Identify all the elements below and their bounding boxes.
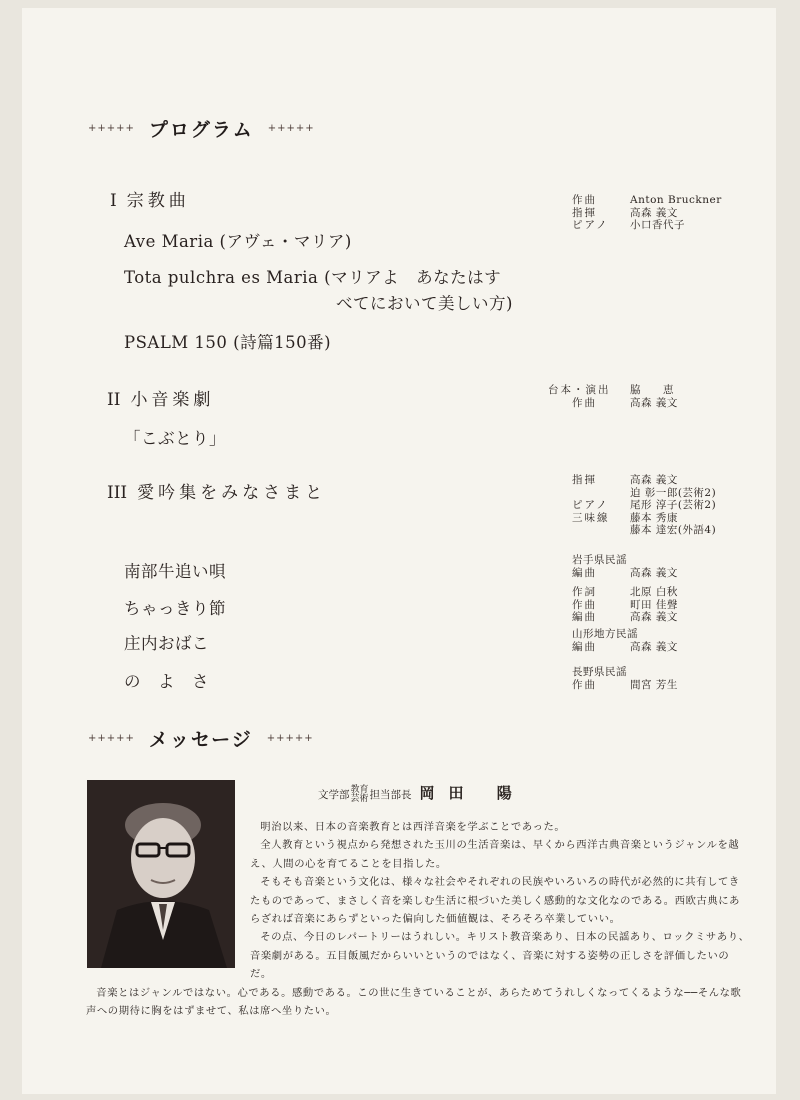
work-psalm-150: PSALM 150 (詩篇150番) [124, 333, 332, 352]
work-ave-maria: Ave Maria (アヴェ・マリア) [124, 232, 352, 251]
message-heading [88, 725, 314, 752]
portrait-illustration [87, 780, 235, 968]
author-name: 岡田 陽 [419, 784, 526, 802]
message-title: メッセージ [148, 729, 253, 751]
message-paragraph-5: 音楽とはジャンルではない。心である。感動である。この世に生きていることが、あらためてうれしくなってくるような──そんな歌声への期待に胸をはずませて、私は席へ坐りたい。 [86, 987, 742, 1018]
part-1-heading [110, 186, 190, 211]
ornament-right: +++++ [266, 733, 314, 744]
work-tota-pulchra: Tota pulchra es Maria (マリアよ あなたはす [124, 268, 502, 287]
part-3-numeral: III [107, 483, 128, 503]
message-paragraph-2: 全人教育という視点から発想された玉川の生活音楽は、早くから西洋古典音楽というジャンルを越え、人間の心を育てることを目指した。 [250, 839, 740, 870]
message-author [318, 782, 526, 804]
song-3-credits: 山形地方民謡 編曲 高森 義文 [572, 628, 678, 653]
program-heading [88, 115, 315, 142]
song-1-credits: 岩手県民謡 編曲 高森 義文 [572, 554, 678, 579]
part-1-credits: 作曲 Anton Bruckner 指揮 高森 義文 ピアノ 小口香代子 [572, 194, 722, 231]
work-kobutori: 「こぶとり」 [124, 429, 226, 448]
message-paragraph-4: その点、今日のレパートリーはうれしい。キリスト教音楽あり、日本の民謡あり、ロックミサあり、音楽劇がある。五目飯風だからいいというのではなく、音楽に対する姿勢の正しさを評価したいのだ。 [250, 931, 750, 981]
song-4-credits: 長野県民謡 作曲 間宮 芳生 [572, 666, 678, 691]
part-3-heading [107, 478, 326, 503]
song-shonai-obako: 庄内おばこ [124, 634, 209, 653]
part-2-numeral: II [107, 390, 121, 410]
part-1-title: 宗教曲 [126, 191, 190, 211]
part-1-numeral: I [110, 191, 117, 211]
author-portrait-photo [87, 780, 235, 968]
author-role: 担当部長 [369, 789, 412, 801]
song-2-credits: 作詞 北原 白秋 作曲 町田 佳聲 編曲 高森 義文 [572, 586, 678, 623]
part-3-credits: 指揮 高森 義文 迫 彰一郎(芸術2) ピアノ 尾形 淳子(芸術2) 三味線 藤本 秀康 藤本 達宏(外語4) [572, 474, 717, 536]
part-2-heading [107, 385, 214, 410]
part-2-title: 小音楽劇 [130, 390, 215, 410]
song-nanbu-ushioi: 南部牛追い唄 [124, 562, 226, 581]
ornament-left: +++++ [88, 733, 135, 744]
work-tota-pulchra-cont: べてにおいて美しい方) [336, 294, 513, 313]
program-title: プログラム [148, 119, 254, 141]
message-body-bottom [86, 984, 750, 1021]
message-paragraph-3: そもそも音楽という文化は、様々な社会やそれぞれの民族やいろいろの時代が必然的に共有してきたものであって、まさしく音を楽しむ生活に根づいた美しく感動的な文化なのである。西欧古典にあらざれば音楽にあらずといった偏向した価値観は、そろそろ卒業していい。 [250, 876, 741, 926]
message-body-top [250, 818, 750, 984]
message-paragraph-1: 明治以来、日本の音楽教育とは西洋音楽を学ぶことであった。 [260, 821, 566, 833]
part-3-title: 愛吟集をみなさまと [137, 483, 327, 503]
song-chakkiri-bushi: ちゃっきり節 [124, 599, 226, 618]
part-2-credits: 台本・演出 脇 恵 作曲 高森 義文 [548, 384, 678, 409]
author-dept: 文学部 [318, 789, 350, 801]
ornament-right: +++++ [267, 123, 315, 134]
author-subdept: 教育 芸術 [350, 785, 369, 804]
song-noyosa: の よ さ [124, 672, 209, 691]
ornament-left: +++++ [88, 123, 135, 134]
